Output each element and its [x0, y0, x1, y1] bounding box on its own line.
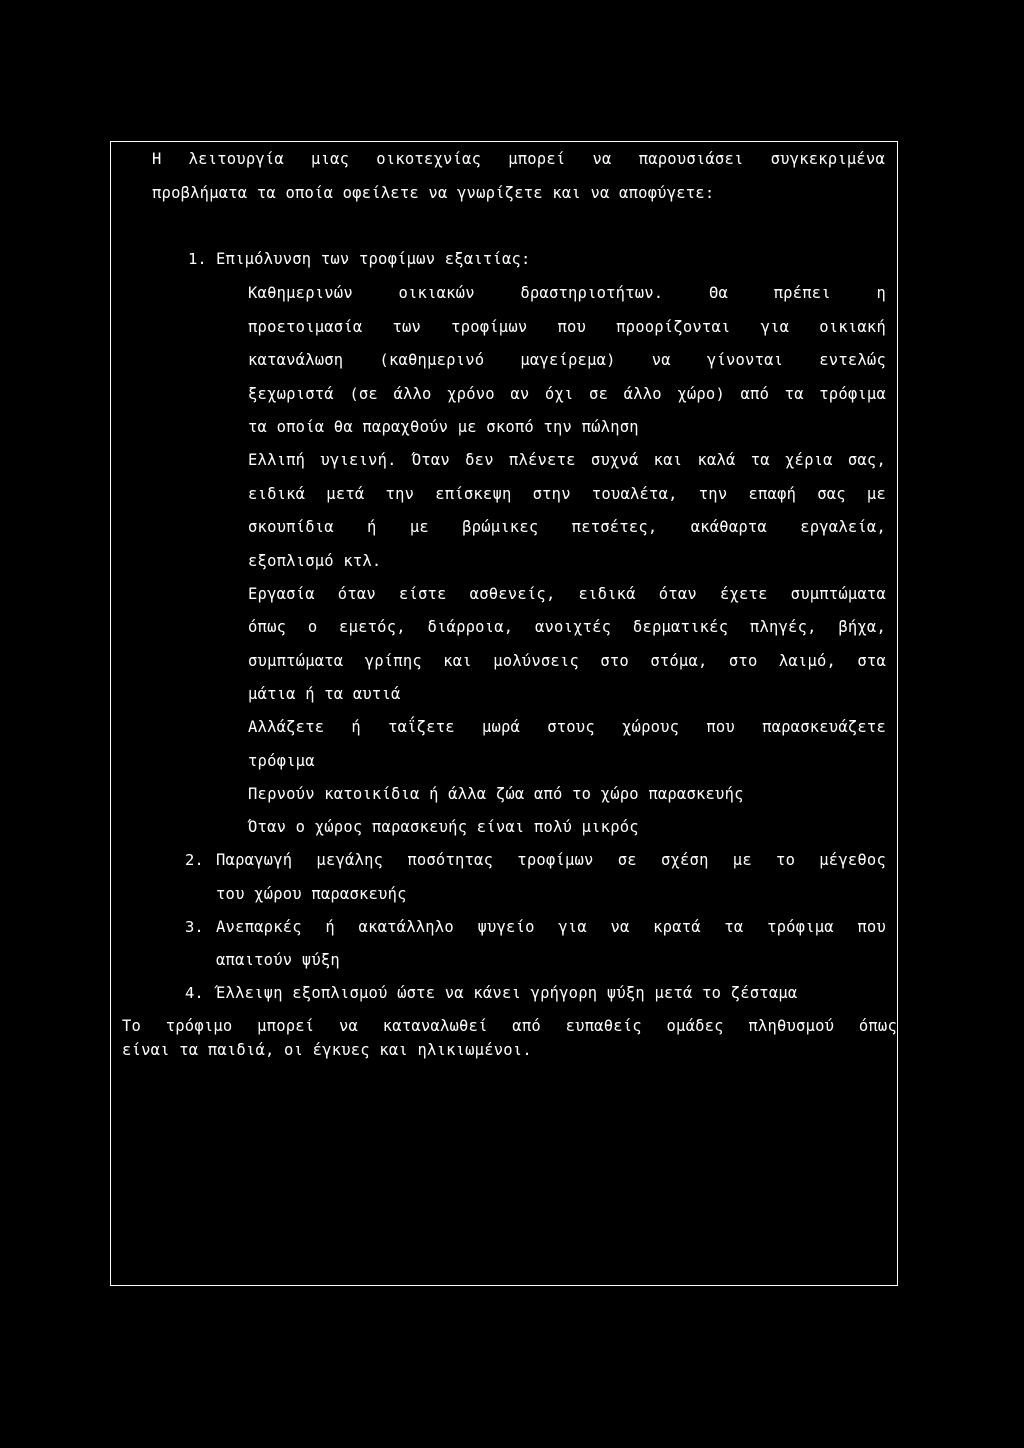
subitem-2-line-4: εξοπλισμό κτλ. [248, 552, 382, 570]
subitem-4-line-2: τρόφιμα [248, 752, 315, 770]
subitem-6-line-1: Όταν ο χώρος παρασκευής είναι πολύ μικρός [248, 818, 639, 836]
outro-line-2: είναι τα παιδιά, οι έγκυες και ηλικιωμένοι. [122, 1041, 532, 1059]
subitem-2-line-2: ειδικά μετά την επίσκεψη στην τουαλέτα, την επαφή σας με [248, 485, 886, 503]
subitem-1-line-2: προετοιμασία των τροφίμων που προορίζονται για οικιακή [248, 318, 886, 336]
item-4-line-1: Έλλειψη εξοπλισμού ώστε να κάνει γρήγορη ψύξη μετά το ζέσταμα [216, 984, 798, 1002]
subitem-4-line-1: Αλλάζετε ή ταΐζετε μωρά στους χώρους που παρασκευάζετε [248, 718, 886, 736]
subitem-3-line-1: Εργασία όταν είστε ασθενείς, ειδικά όταν έχετε συμπτώματα [248, 585, 886, 603]
subitem-5-line-1: Περνούν κατοικίδια ή άλλα ζώα από το χώρο παρασκευής [248, 785, 744, 803]
item-1-number: 1. [188, 250, 207, 268]
item-3-line-2: απαιτούν ψύξη [216, 951, 340, 969]
subitem-2-line-1: Ελλιπή υγιεινή. Όταν δεν πλένετε συχνά και καλά τα χέρια σας, [248, 451, 886, 469]
subitem-2-line-3: σκουπίδια ή με βρώμικες πετσέτες, ακάθαρτα εργαλεία, [248, 518, 886, 536]
item-2-number: 2. [185, 851, 204, 869]
subitem-1-line-3: κατανάλωση (καθημερινό μαγείρεμα) να γίνονται εντελώς [248, 351, 886, 369]
intro-line-1: Η λειτουργία μιας οικοτεχνίας μπορεί να παρουσιάσει συγκεκριμένα [152, 150, 885, 168]
subitem-3-line-3: συμπτώματα γρίπης και μολύνσεις στο στόμα, στο λαιμό, στα [248, 652, 886, 670]
item-3-line-1: Ανεπαρκές ή ακατάλληλο ψυγείο για να κρατά τα τρόφιμα που [216, 918, 886, 936]
outro-line-1: Το τρόφιμο μπορεί να καταναλωθεί από ευπαθείς ομάδες πληθυσμού όπως [122, 1017, 897, 1035]
item-2-line-1: Παραγωγή μεγάλης ποσότητας τροφίμων σε σχέση με το μέγεθος [216, 851, 886, 869]
subitem-1-line-1: Καθημερινών οικιακών δραστηριοτήτων. Θα πρέπει η [248, 284, 886, 302]
subitem-1-line-5: τα οποία θα παραχθούν με σκοπό την πώληση [248, 418, 639, 436]
content-frame [110, 141, 898, 1286]
item-4-number: 4. [185, 984, 204, 1002]
intro-line-2: προβλήματα τα οποία οφείλετε να γνωρίζετε και να αποφύγετε: [152, 184, 715, 202]
subitem-3-line-4: μάτια ή τα αυτιά [248, 685, 401, 703]
item-1-title: Επιμόλυνση των τροφίμων εξαιτίας: [216, 250, 531, 268]
subitem-1-line-4: ξεχωριστά (σε άλλο χρόνο αν όχι σε άλλο χώρο) από τα τρόφιμα [248, 385, 886, 403]
item-2-line-2: του χώρου παρασκευής [216, 885, 407, 903]
subitem-3-line-2: όπως ο εμετός, διάρροια, ανοιχτές δερματικές πληγές, βήχα, [248, 618, 886, 636]
item-3-number: 3. [185, 918, 204, 936]
